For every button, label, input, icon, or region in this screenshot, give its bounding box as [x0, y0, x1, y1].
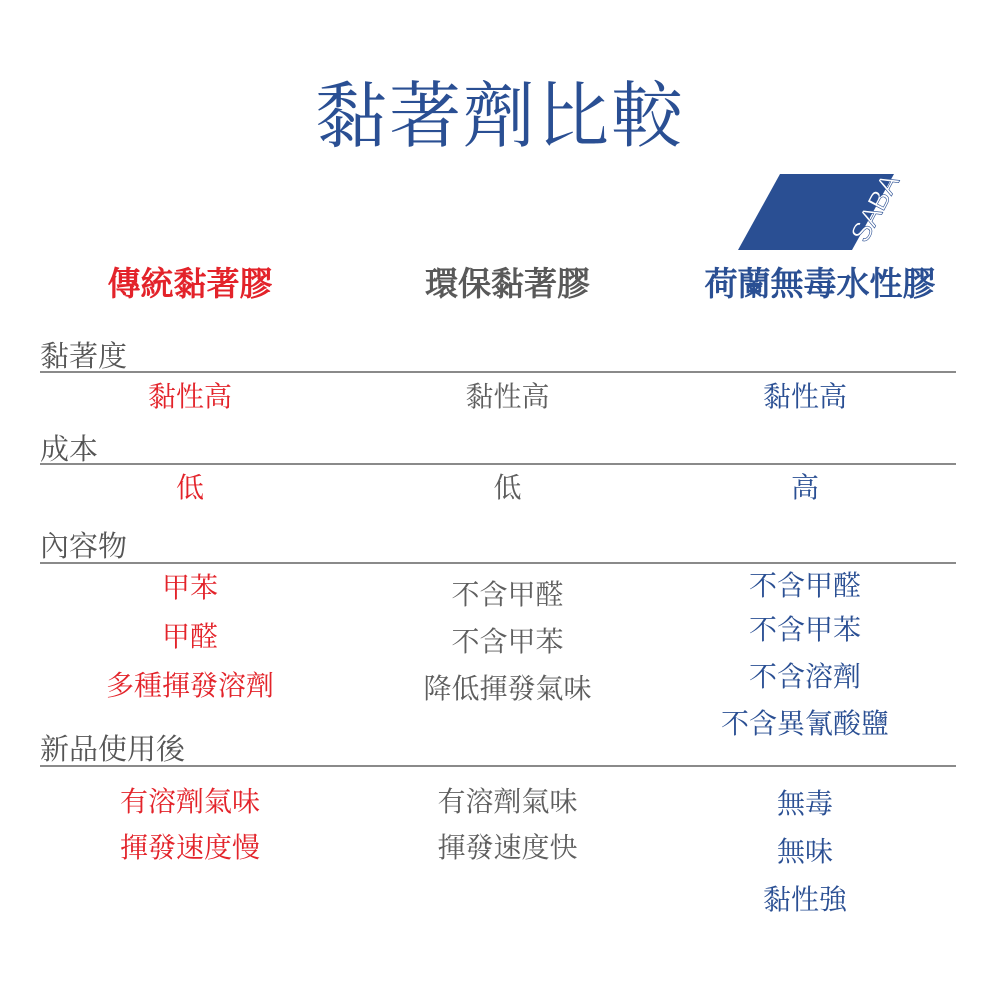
cell-adhesion-dutch: 黏性高 — [762, 380, 847, 413]
section-label-contents: 內容物 — [40, 529, 128, 563]
cell-contents-dutch-4: 不含異氰酸鹽 — [720, 707, 889, 740]
cell-contents-traditional-1: 甲苯 — [161, 571, 218, 604]
cell-contents-traditional-3: 多種揮發溶劑 — [105, 669, 274, 702]
cell-after-dutch-3: 黏性強 — [762, 883, 847, 916]
column-header-dutch: 荷蘭無毒水性膠 — [704, 264, 936, 303]
cell-adhesion-traditional: 黏性高 — [147, 380, 232, 413]
column-header-eco: 環保黏著膠 — [425, 264, 590, 303]
cell-contents-eco-1: 不含甲醛 — [451, 578, 564, 611]
section-label-cost: 成本 — [40, 432, 99, 466]
cell-contents-traditional-2: 甲醛 — [161, 620, 218, 653]
section-label-adhesion: 黏著度 — [40, 339, 128, 373]
column-header-traditional: 傳統黏著膠 — [107, 264, 273, 303]
cell-contents-dutch-3: 不含溶劑 — [748, 660, 861, 693]
cell-after-dutch-1: 無毒 — [776, 787, 833, 820]
saba-logo — [738, 169, 906, 252]
cell-after-traditional-2: 揮發速度慢 — [119, 831, 260, 864]
cell-contents-dutch-2: 不含甲苯 — [748, 613, 861, 646]
cell-after-eco-2: 揮發速度快 — [437, 831, 578, 864]
cell-contents-eco-3: 降低揮發氣味 — [423, 672, 592, 705]
page-title: 黏著劑比較 — [314, 74, 685, 158]
section-divider — [40, 562, 956, 564]
logo-text: SABA — [844, 169, 906, 247]
cell-after-dutch-2: 無味 — [776, 835, 833, 868]
cell-adhesion-eco: 黏性高 — [465, 380, 550, 413]
cell-contents-eco-2: 不含甲苯 — [451, 625, 564, 658]
cell-after-traditional-1: 有溶劑氣味 — [119, 785, 260, 818]
cell-cost-eco: 低 — [493, 471, 522, 504]
cell-contents-dutch-1: 不含甲醛 — [748, 569, 861, 602]
cell-cost-traditional: 低 — [175, 471, 204, 504]
section-label-after-use: 新品使用後 — [40, 732, 186, 766]
section-divider — [40, 765, 956, 767]
cell-cost-dutch: 高 — [790, 471, 819, 504]
section-divider — [40, 463, 956, 465]
section-divider — [40, 371, 956, 373]
cell-after-eco-1: 有溶劑氣味 — [437, 785, 578, 818]
